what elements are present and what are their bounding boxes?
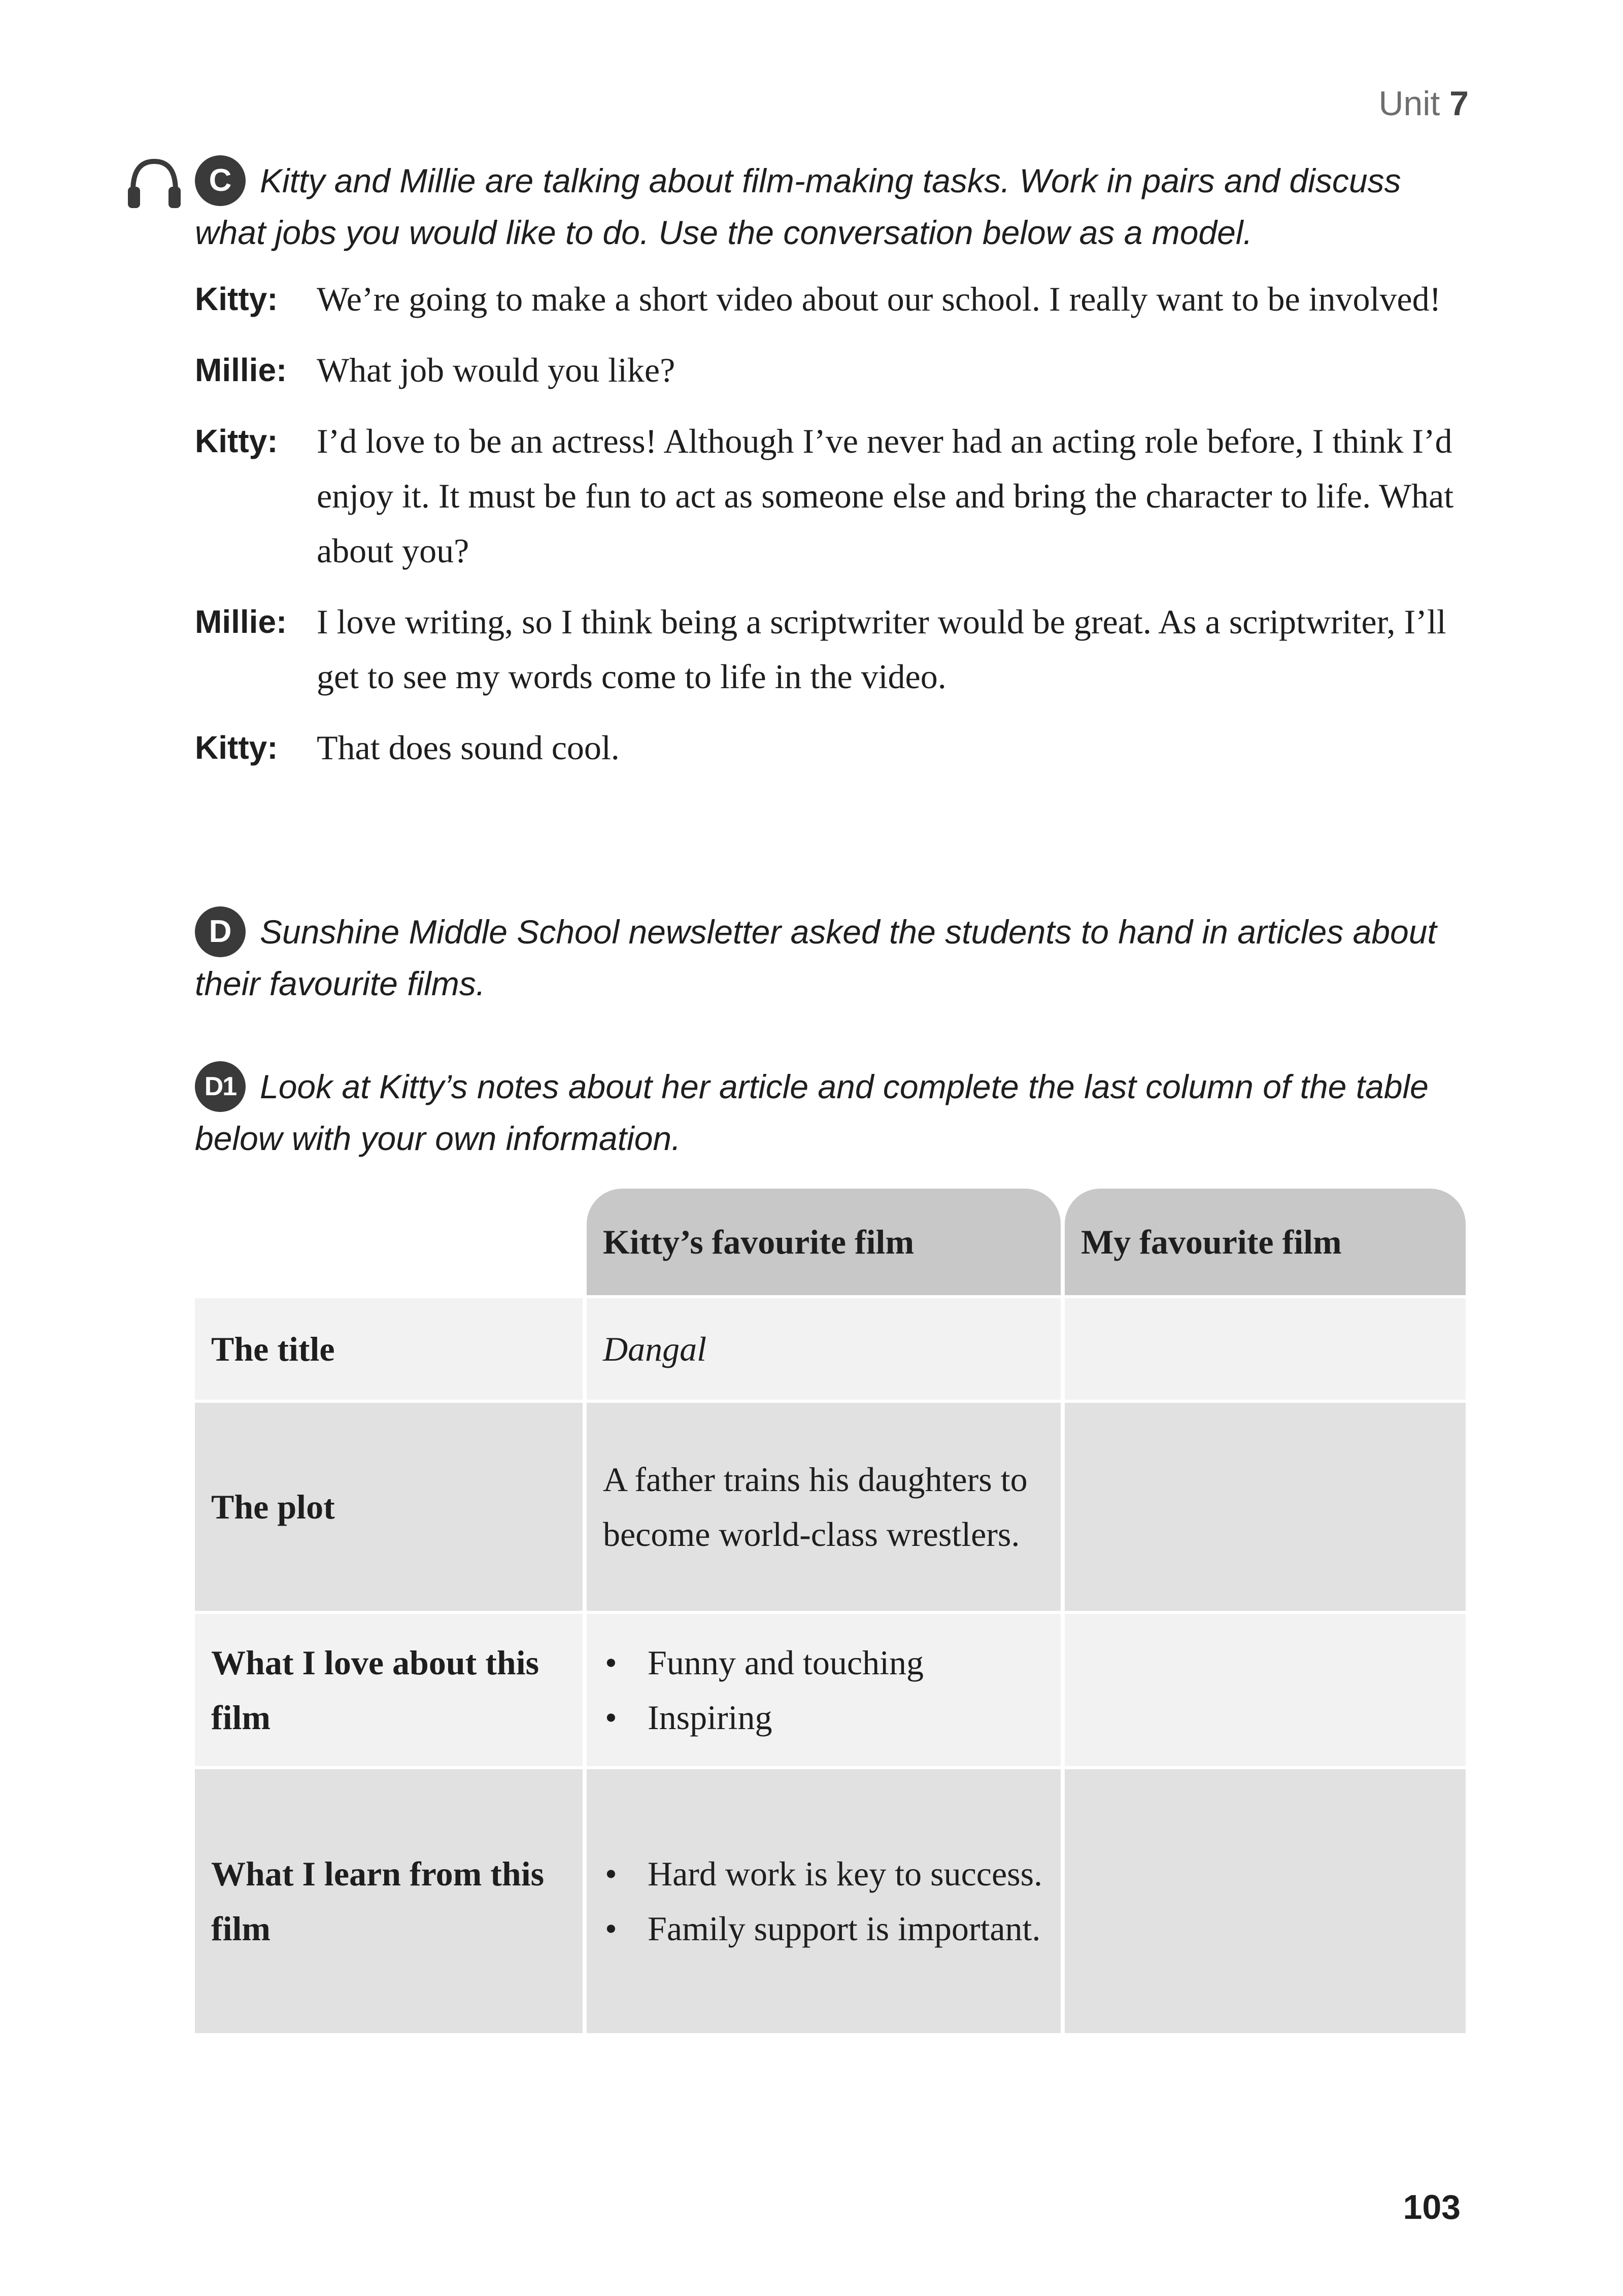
- table-header-mine: My favourite film: [1065, 1189, 1466, 1295]
- my-answer-cell[interactable]: [1065, 1298, 1466, 1400]
- row-label: The plot: [195, 1403, 583, 1611]
- speaker-line: I’d love to be an actress! Although I’ve never had an acting role before, I think I’d enjoy it. It must be fun to act as someone else and bring the character to life. What about you?: [317, 422, 1454, 570]
- my-answer-cell[interactable]: [1065, 1614, 1466, 1766]
- section-d1-instruction-text: Look at Kitty’s notes about her article and complete the last column of the table below with your own information.: [195, 1068, 1429, 1157]
- kitty-cell: [587, 1769, 1061, 2033]
- section-d1: [195, 1063, 1474, 1162]
- speaker-name: Kitty:: [195, 729, 278, 766]
- dialogue-turn: [195, 720, 1474, 775]
- my-answer-cell[interactable]: [1065, 1769, 1466, 2033]
- row-label: What I love about this film: [195, 1614, 583, 1766]
- kitty-points-list: [603, 1846, 1044, 1956]
- dialogue-turn: [195, 343, 1474, 397]
- row-label: The title: [195, 1298, 583, 1400]
- table-row: [195, 1769, 1466, 2033]
- list-item: • Inspiring: [648, 1690, 1044, 1745]
- speaker-line: What job would you like?: [317, 351, 675, 389]
- section-c: [195, 157, 1474, 256]
- section-c-instruction-text: Kitty and Millie are talking about film-making tasks. Work in pairs and discuss what jobs you would like to do. Use the conversation below as a model.: [195, 162, 1401, 251]
- section-d1-instruction: [195, 1063, 1474, 1162]
- kitty-cell: [587, 1614, 1061, 1766]
- speaker-name: Kitty:: [195, 281, 278, 317]
- section-d-badge: D: [195, 906, 246, 957]
- row-label: What I learn from this film: [195, 1769, 583, 2033]
- film-notes-table: [191, 1186, 1470, 2036]
- speaker-line: That does sound cool.: [317, 728, 620, 767]
- section-c-badge: C: [195, 155, 246, 206]
- section-d: [195, 908, 1474, 1007]
- table-row: [195, 1298, 1466, 1400]
- section-d-instruction: [195, 908, 1474, 1007]
- unit-header: [1378, 84, 1469, 123]
- list-item: • Family support is important.: [648, 1901, 1044, 1956]
- page-number: 103: [1403, 2188, 1461, 2226]
- section-c-instruction: [195, 157, 1474, 256]
- dialogue-turn: [195, 594, 1474, 704]
- speaker-name: Millie:: [195, 352, 287, 388]
- kitty-points-list: [603, 1635, 1044, 1745]
- table-row: [195, 1614, 1466, 1766]
- table-header-row: [195, 1189, 1466, 1295]
- section-d1-badge: D1: [195, 1061, 246, 1112]
- kitty-cell: Dangal: [587, 1298, 1061, 1400]
- kitty-cell: A father trains his daughters to become world-class wrestlers.: [587, 1403, 1061, 1611]
- table-header-kitty: Kitty’s favourite film: [587, 1189, 1061, 1295]
- my-answer-cell[interactable]: [1065, 1403, 1466, 1611]
- speaker-name: Millie:: [195, 603, 287, 640]
- headphones-icon: [124, 154, 185, 210]
- unit-number: 7: [1449, 84, 1469, 123]
- table-header-blank: [195, 1189, 583, 1295]
- table-row: [195, 1403, 1466, 1611]
- dialogue-turn: [195, 414, 1474, 578]
- list-item: • Hard work is key to success.: [648, 1846, 1044, 1901]
- section-d-instruction-text: Sunshine Middle School newsletter asked the students to hand in articles about their favourite films.: [195, 913, 1437, 1002]
- speaker-line: I love writing, so I think being a scriptwriter would be great. As a scriptwriter, I’ll get to see my words come to life in the video.: [317, 602, 1446, 696]
- list-item: • Funny and touching: [648, 1635, 1044, 1690]
- dialogue-turn: [195, 272, 1474, 326]
- dialogue: [195, 272, 1474, 791]
- unit-label: Unit: [1378, 84, 1440, 123]
- speaker-name: Kitty:: [195, 423, 278, 459]
- speaker-line: We’re going to make a short video about our school. I really want to be involved!: [317, 280, 1441, 318]
